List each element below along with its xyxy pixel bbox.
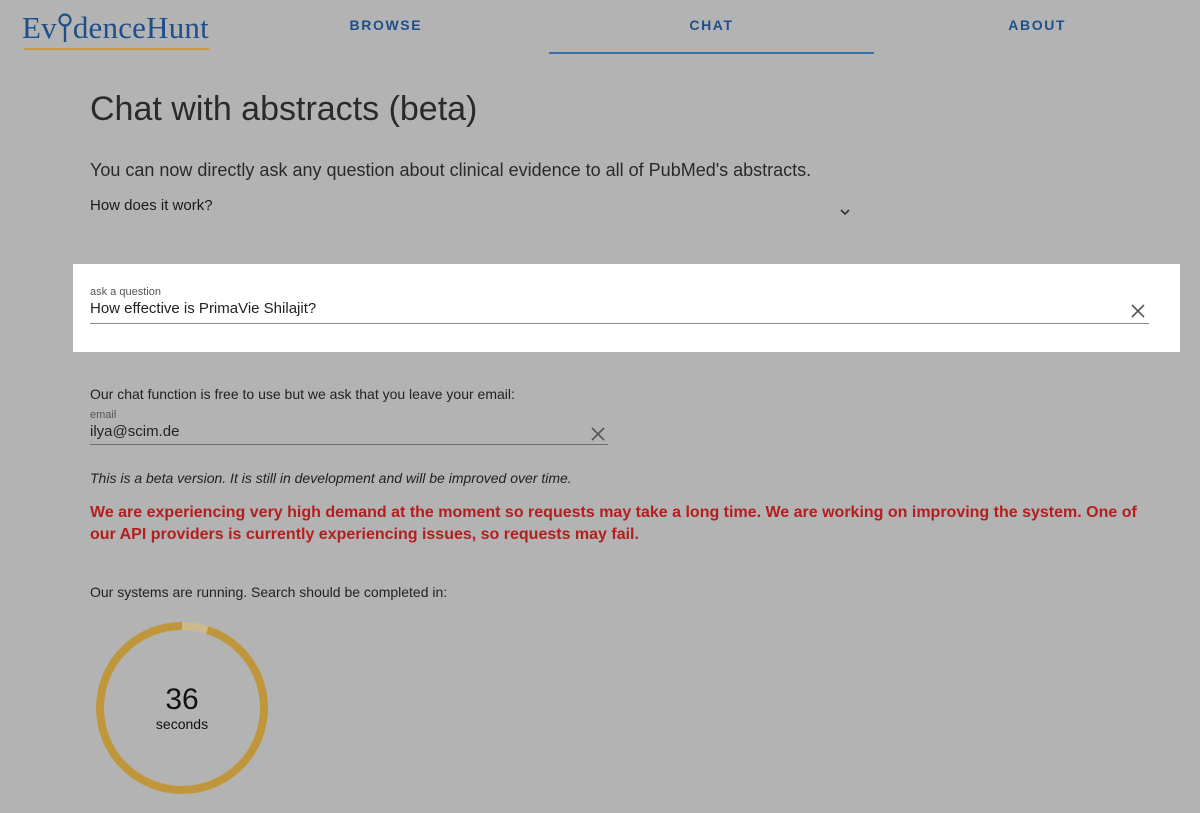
question-input[interactable]: How effective is PrimaVie Shilajit? [90, 300, 1149, 324]
main-nav [223, 0, 1200, 54]
countdown-value: 36 [165, 683, 199, 716]
evidencehunt-logo[interactable] [22, 8, 209, 48]
email-input[interactable]: ilya@scim.de [90, 423, 608, 445]
email-note: Our chat function is free to use but we ask that you leave your email: [90, 386, 515, 402]
beta-note: This is a beta version. It is still in development and will be improved over time. [90, 470, 572, 486]
question-panel [73, 264, 1180, 352]
page-title: Chat with abstracts (beta) [90, 90, 478, 128]
question-label: ask a question [90, 286, 161, 298]
email-label: email [90, 409, 117, 421]
chevron-down-icon[interactable] [838, 205, 852, 219]
nav-chat[interactable]: CHAT [549, 0, 875, 54]
countdown-unit: seconds [155, 716, 209, 732]
clear-question-icon[interactable] [1131, 304, 1145, 318]
question-field[interactable] [90, 286, 1149, 324]
nav-browse[interactable]: BROWSE [349, 17, 423, 33]
running-status: Our systems are running. Search should be completed in: [90, 584, 448, 600]
how-it-works-toggle[interactable]: How does it work? [90, 197, 213, 214]
nav-about[interactable]: ABOUT [1008, 17, 1067, 33]
magnifier-icon [58, 10, 72, 46]
email-field[interactable] [90, 409, 608, 445]
demand-warning: We are experiencing very high demand at the moment so requests may take a long time. We are working on improving the system. One of our API providers is currently experiencing issues, so requests may fail. [90, 504, 1137, 543]
clear-email-icon[interactable] [591, 427, 605, 441]
intro-text: You can now directly ask any question about clinical evidence to all of PubMed's abstracts. [90, 160, 812, 180]
logo-underline [24, 48, 209, 50]
logo-text-start: Ev [22, 10, 57, 45]
countdown-timer [90, 616, 274, 800]
logo-text-end: denceHunt [72, 10, 209, 45]
